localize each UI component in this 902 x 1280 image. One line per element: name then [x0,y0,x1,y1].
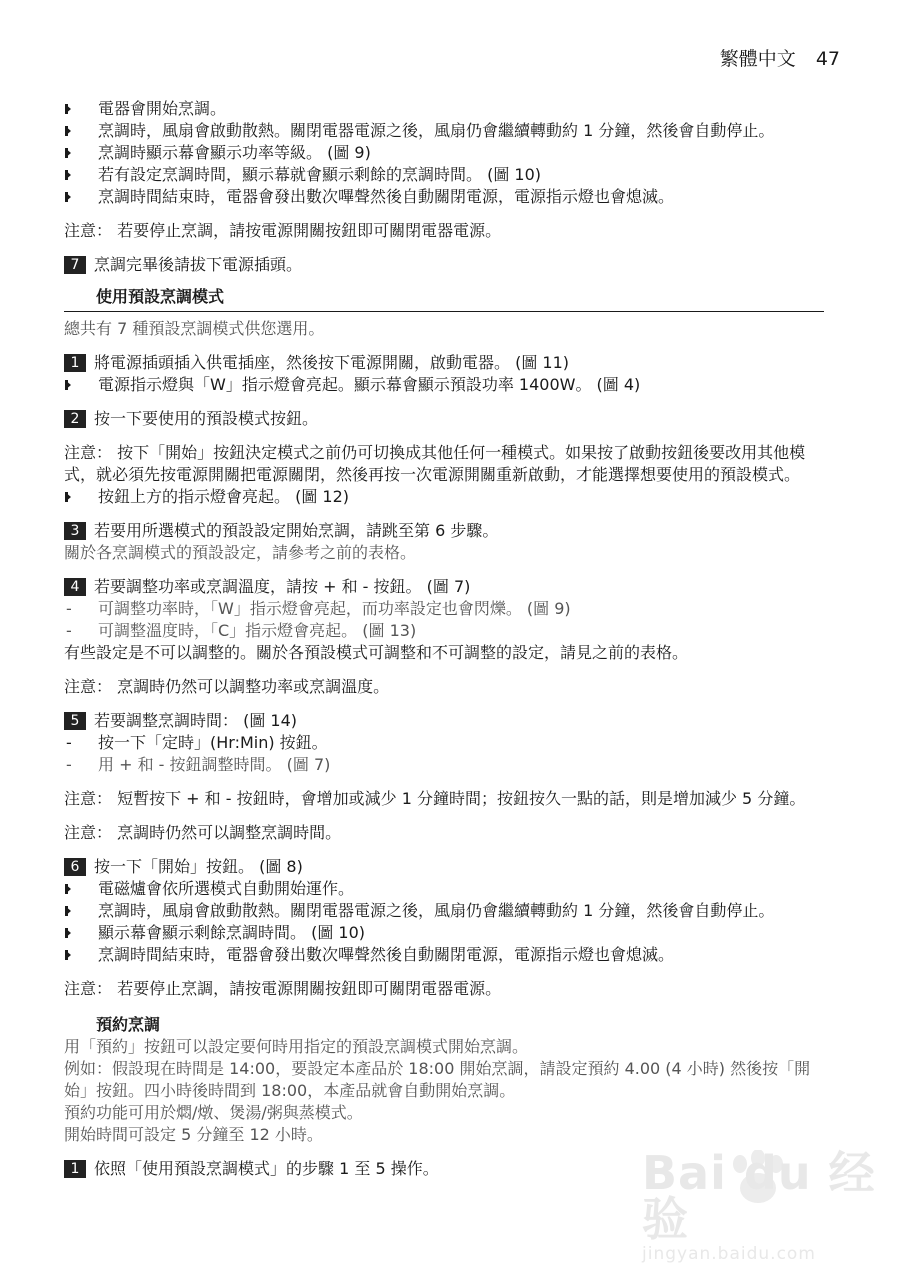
page-number: 47 [815,48,840,70]
step-text: 按一下要使用的預設模式按鈕。 [94,409,319,428]
note: 注意： 若要停止烹調，請按電源開關按鈕即可關閉電器電源。 [64,979,502,998]
section-intro: 總共有 7 種預設烹調模式供您選用。 [64,319,325,338]
step-6 [64,856,824,878]
watermark-brand: Bai du 经验 [642,1146,876,1246]
paragraph: 開始時間可設定 5 分鐘至 12 小時。 [64,1125,323,1144]
step-text: 依照「使用預設烹調模式」的步驟 1 至 5 操作。 [94,1159,439,1178]
subsection-title: 預約烹調 [96,1015,161,1034]
note: 注意： 烹調時仍然可以調整烹調時間。 [64,823,342,842]
step-3 [64,520,824,542]
bullet-item: 電源指示燈與「W」指示燈會亮起。顯示幕會顯示預設功率 1400W。 (圖 4) [64,374,824,396]
step-number-badge: 4 [64,578,86,596]
step-text: 若要用所選模式的預設設定開始烹調，請跳至第 6 步驟。 [94,521,499,540]
paragraph: 有些設定是不可以調整的。關於各預設模式可調整和不可調整的設定，請見之前的表格。 [64,643,689,662]
step-number-badge: 3 [64,522,86,540]
dash-item: - 用 + 和 - 按鈕調整時間。 (圖 7) [64,754,824,776]
bullet-item: 烹調時間結束時，電器會發出數次嗶聲然後自動關閉電源，電源指示燈也會熄滅。 [64,944,824,966]
bullet-item: 顯示幕會顯示剩餘烹調時間。 (圖 10) [64,922,824,944]
section-title: 使用預設烹調模式 [64,286,824,312]
step-text: 烹調完畢後請拔下電源插頭。 [94,255,303,274]
step-5 [64,710,824,732]
step-text: 若要調整烹調時間： (圖 14) [94,711,298,730]
step-number-badge: 1 [64,1160,86,1178]
step-7 [64,254,824,276]
step-text: 將電源插頭插入供電插座，然後按下電源開關，啟動電器。 (圖 11) [94,353,570,372]
paragraph: 關於各烹調模式的預設設定，請參考之前的表格。 [64,543,417,562]
note: 注意： 烹調時仍然可以調整功率或烹調溫度。 [64,677,390,696]
step-number-badge: 7 [64,256,86,274]
note: 注意： 若要停止烹調，請按電源開關按鈕即可關閉電器電源。 [64,221,502,240]
note: 注意： 按下「開始」按鈕決定模式之前仍可切換成其他任何一種模式。如果按了啟動按鈕後要改用其他模式，就必須先按電源開關把電源關閉，然後再按一次電源開關重新啟動，才能選擇想要使用的預設模式。 [64,443,806,484]
step-text: 若要調整功率或烹調溫度，請按 + 和 - 按鈕。 (圖 7) [94,577,471,596]
header-language: 繁體中文 [719,48,796,70]
watermark [642,1146,902,1264]
dash-item: - 可調整溫度時，「C」指示燈會亮起。 (圖 13) [64,620,824,642]
bullet-item: 烹調時顯示幕會顯示功率等級。 (圖 9) [64,142,824,164]
note: 注意： 短暫按下 + 和 - 按鈕時，會增加或減少 1 分鐘時間；按鈕按久一點的話，則是增加減少 5 分鐘。 [64,789,806,808]
paragraph: 例如：假設現在時間是 14:00，要設定本產品於 18:00 開始烹調，請設定預約 4.00 (4 小時) 然後按「開始」按鈕。四小時後時間到 18:00，本產品就會自動開始烹調。 [64,1059,811,1100]
bullet-item: 電器會開始烹調。 [64,98,824,120]
paragraph: 預約功能可用於燜/燉、煲湯/粥與蒸模式。 [64,1103,363,1122]
watermark-url: jingyan.baidu.com [642,1244,816,1264]
bullet-item: 按鈕上方的指示燈會亮起。 (圖 12) [64,486,824,508]
bullet-item: 烹調時，風扇會啟動散熱。關閉電器電源之後，風扇仍會繼續轉動約 1 分鐘，然後會自動停止。 [64,900,824,922]
document-body [64,98,824,1180]
step-2 [64,408,824,430]
dash-item: - 按一下「定時」(Hr:Min) 按鈕。 [64,732,824,754]
step-text: 按一下「開始」按鈕。 (圖 8) [94,857,303,876]
step-4 [64,576,824,598]
bullet-item: 烹調時間結束時，電器會發出數次嗶聲然後自動關閉電源，電源指示燈也會熄滅。 [64,186,824,208]
step-number-badge: 1 [64,354,86,372]
dash-item: - 可調整功率時，「W」指示燈會亮起，而功率設定也會閃爍。 (圖 9) [64,598,824,620]
step-number-badge: 5 [64,712,86,730]
step-number-badge: 6 [64,858,86,876]
step-number-badge: 2 [64,410,86,428]
page-header [720,44,840,71]
bullet-item: 電磁爐會依所選模式自動開始運作。 [64,878,824,900]
bullet-item: 若有設定烹調時間，顯示幕就會顯示剩餘的烹調時間。 (圖 10) [64,164,824,186]
bullet-item: 烹調時，風扇會啟動散熱。關閉電器電源之後，風扇仍會繼續轉動約 1 分鐘，然後會自動停止。 [64,120,824,142]
step-1 [64,352,824,374]
paragraph: 用「預約」按鈕可以設定要何時用指定的預設烹調模式開始烹調。 [64,1037,529,1056]
